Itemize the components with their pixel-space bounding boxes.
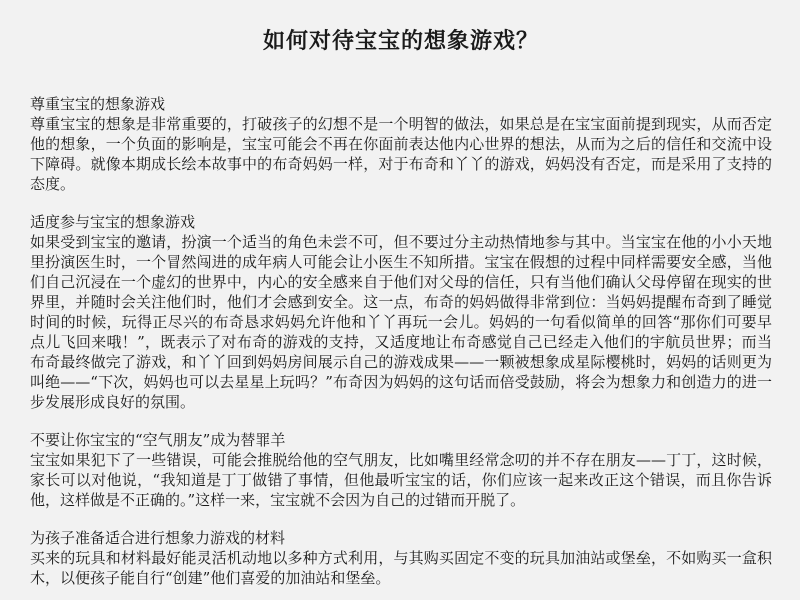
section-body: 如果受到宝宝的邀请，扮演一个适当的角色未尝不可，但不要过分主动热情地参与其中。当宝宝在他的小小天地里扮演医生时，一个冒然闯进的成年病人可能会让小医生不知所措。宝宝在假想的过程中同样需要安全感，当他们自己沉浸在一个虚幻的世界中，内心的安全感来自于他们对父母的信任，只有当他们确认父母停留在现实的世界里，并随时会关注他们时，他们才会感到安全。这一点，布奇的妈妈做得非常到位：当妈妈提醒布奇到了睡觉时间的时候，玩得正尽兴的布奇恳求妈妈允许他和丫丫再玩一会儿。妈妈的一句看似简单的回答“那你们可要早点儿飞回来哦！”，既表示了对布奇的游戏的支持，又适度地让布奇感觉自己已经走入他们的宇航员世界；而当布奇最终做完了游戏，和丫丫回到妈妈房间展示自己的游戏成果——一颗被想象成星际樱桃时，妈妈的话则更为叫绝——“下次，妈妈也可以去星星上玩吗？”布奇因为妈妈的这句话而倍受鼓励，将会为想象力和创造力的进一步发展形成良好的氛围。 (30, 233, 772, 411)
section-heading: 适度参与宝宝的想象游戏 (30, 213, 196, 231)
article-sections (30, 94, 772, 588)
section-body: 尊重宝宝的想象是非常重要的，打破孩子的幻想不是一个明智的做法，如果总是在宝宝面前提到现实，从而否定他的想象，一个负面的影响是，宝宝可能会不再在你面前表达他内心世界的想法，从而为之后的信任和交流中设下障碍。就像本期成长绘本故事中的布奇妈妈一样，对于布奇和丫丫的游戏，妈妈没有否定，而是采用了支持的态度。 (30, 115, 772, 193)
section-respect-imagination (30, 94, 772, 194)
page-title: 如何对待宝宝的想象游戏？ (262, 28, 539, 54)
section-imaginary-friend (30, 430, 772, 510)
section-body: 买来的玩具和材料最好能灵活机动地以多种方式利用，与其购买固定不变的玩具加油站或堡垒，不如购买一盒积木，以便孩子能自行“创建”他们喜爱的加油站和堡垒。 (30, 549, 772, 587)
section-heading: 为孩子准备适合进行想象力游戏的材料 (30, 529, 286, 547)
section-heading: 不要让你宝宝的“空气朋友”成为替罪羊 (30, 431, 286, 449)
section-heading: 尊重宝宝的想象游戏 (30, 95, 166, 113)
section-body: 宝宝如果犯下了一些错误，可能会推脱给他的空气朋友，比如嘴里经常念叨的并不存在朋友——丁丁，这时候，家长可以对他说，“我知道是丁丁做错了事情，但他最听宝宝的话，你们应该一起来改正这个错误，而且你告诉他，这样做是不正确的。”这样一来，宝宝就不会因为自己的过错而开脱了。 (30, 451, 772, 509)
section-moderate-participation (30, 212, 772, 412)
section-play-materials (30, 528, 772, 588)
